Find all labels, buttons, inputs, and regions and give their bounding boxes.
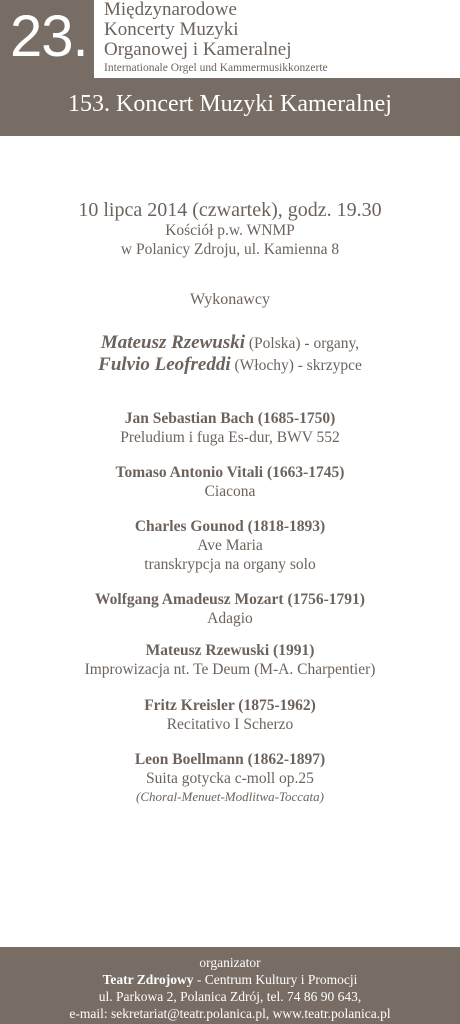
performer-name: Fulvio Leofreddi xyxy=(98,354,231,375)
organizer-footer xyxy=(0,947,460,1024)
program-item xyxy=(0,409,460,447)
organizer-name-line xyxy=(0,971,460,988)
performer-name: Mateusz Rzewuski xyxy=(100,332,246,353)
organizer-address: ul. Parkowa 2, Polanica Zdrój, tel. 74 86 90 643, xyxy=(98,989,362,1004)
organizer-heading: organizator xyxy=(199,955,261,970)
composer: Tomaso Antonio Vitali (1663-1745) xyxy=(115,464,345,481)
organizer-contact: e-mail: sekretariat@teatr.polanica.pl, www.teatr.polanica.pl xyxy=(69,1006,391,1021)
work-title: Recitativo I Scherzo xyxy=(166,716,294,733)
organizer-description: - Centrum Kultury i Promocji xyxy=(193,972,358,987)
composer: Charles Gounod (1818-1893) xyxy=(134,518,326,535)
program-item xyxy=(0,641,460,679)
event-date-time: 10 lipca 2014 (czwartek), godz. 19.30 xyxy=(78,199,382,221)
work-title: transkrypcja na organy solo xyxy=(144,556,316,573)
work-title: Suita gotycka c-moll op.25 xyxy=(146,770,314,787)
composer: Mateusz Rzewuski (1991) xyxy=(145,642,315,659)
event-venue xyxy=(0,221,460,259)
work-title: Preludium i fuga Es-dur, BWV 552 xyxy=(120,429,340,446)
venue-line: w Polanicy Zdroju, ul. Kamienna 8 xyxy=(120,241,340,258)
performer-details: (Włochy) - skrzypce xyxy=(230,357,362,374)
concert-title: 153. Koncert Muzyki Kameralnej xyxy=(68,91,392,117)
program-item xyxy=(0,517,460,574)
work-title: Ciacona xyxy=(204,483,256,500)
organizer-name: Teatr Zdrojowy xyxy=(102,972,194,987)
composer: Leon Boellmann (1862-1897) xyxy=(134,751,326,768)
venue-line: Kościół p.w. WNMP xyxy=(165,222,295,239)
performer xyxy=(0,332,460,355)
work-title: Adagio xyxy=(207,610,253,627)
program-item xyxy=(0,696,460,734)
festival-title-line: Międzynarodowe xyxy=(104,0,237,20)
program-item xyxy=(0,750,460,805)
work-title: Ave Maria xyxy=(197,537,263,554)
festival-subtitle: Internationale Orgel und Kammermusikkonzerte xyxy=(104,62,328,74)
festival-title-line: Koncerty Muzyki xyxy=(104,19,239,40)
performers-heading: Wykonawcy xyxy=(190,291,270,308)
composer: Wolfgang Amadeusz Mozart (1756-1791) xyxy=(95,591,365,608)
composer: Fritz Kreisler (1875-1962) xyxy=(144,697,316,714)
festival-title-line: Organowej i Kameralnej xyxy=(104,39,292,60)
program-item xyxy=(0,463,460,501)
composer: Jan Sebastian Bach (1685-1750) xyxy=(124,410,336,427)
performer xyxy=(0,354,460,377)
edition-number: 23. xyxy=(10,4,88,69)
performer-details: (Polska) - organy, xyxy=(245,335,360,352)
work-title: Improwizacja nt. Te Deum (M-A. Charpentier) xyxy=(84,661,376,678)
program-item xyxy=(0,590,460,628)
movements-note: (Choral-Menuet-Modlitwa-Toccata) xyxy=(136,789,324,804)
